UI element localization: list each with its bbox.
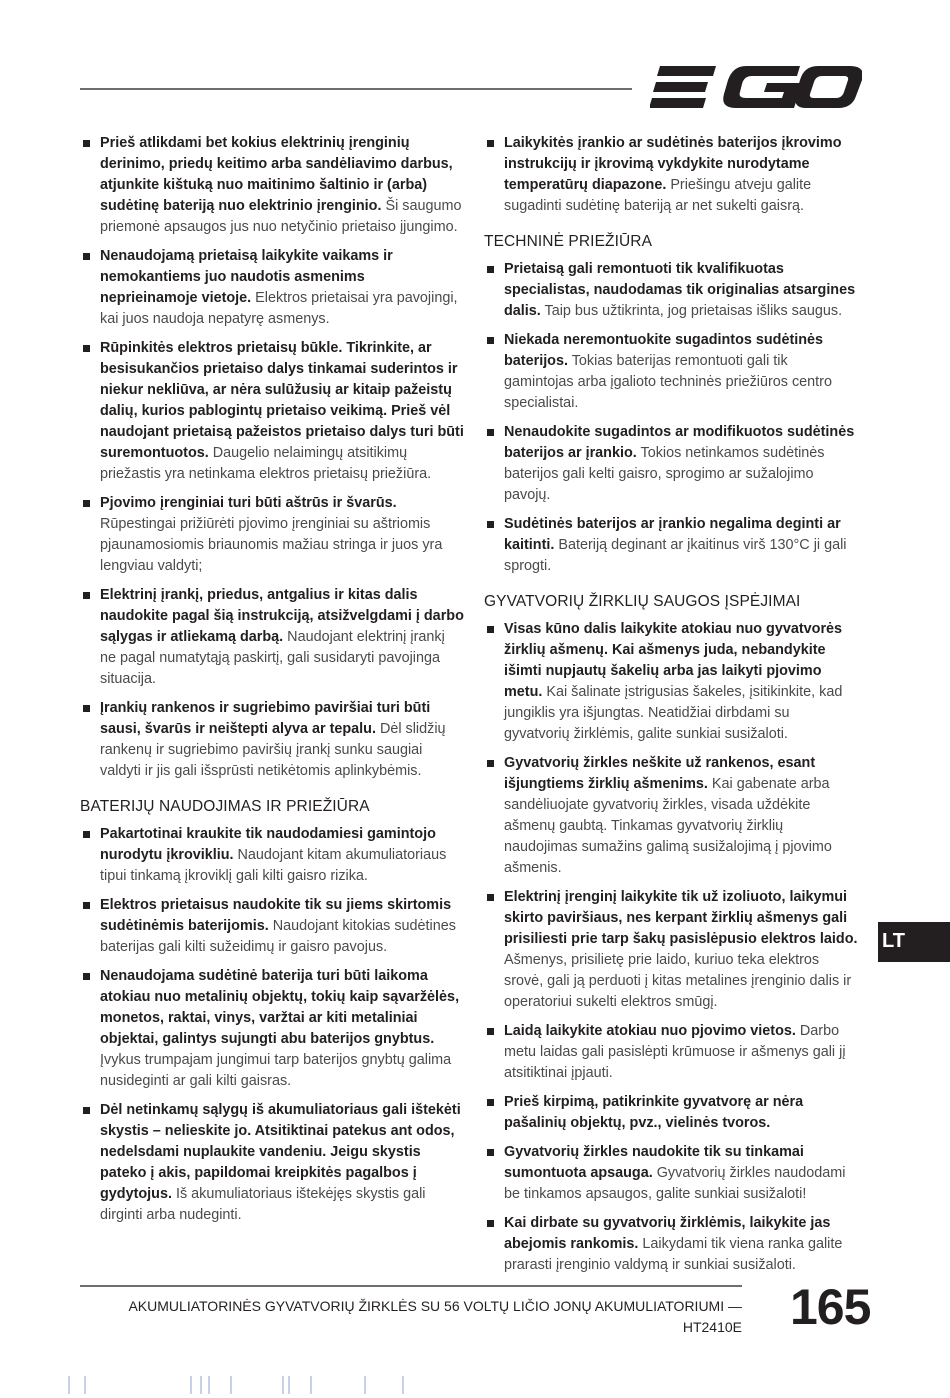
item-bold-text: Prietaisą gali remontuoti tik kvalifikuotas specialistas, naudodamas tik originalias atsargines dalis. (504, 261, 856, 319)
charging-list (484, 133, 858, 217)
square-bullet-icon (83, 705, 90, 712)
item-body-text: Darbo metu laidas gali pasislėpti krūmuose ir ašmenys gali jį atsitiktinai įpjauti. (504, 1023, 846, 1081)
item-bold-text: Elektrinį įrankį, priedus, antgalius ir kitas dalis naudokite pagal šią instrukciją, atsižvelgdami į darbo sąlygas ir atliekamą darbą. (100, 587, 464, 645)
square-bullet-icon (83, 253, 90, 260)
item-body-text: Kai šalinate įstrigusias šakeles, įsitikinkite, kad jungiklis yra išjungtas. Neatidžiai dirbdami su gyvatvorių žirklėmis, galite sunkiai susižaloti. (504, 684, 843, 742)
square-bullet-icon (83, 345, 90, 352)
item-body-text: Gyvatvorių žirkles naudodami be tinkamos apsaugos, galite sunkiai susižaloti! (504, 1165, 846, 1202)
list-item (80, 966, 464, 1092)
item-bold-text: Rūpinkitės elektros prietaisų būkle. Tikrinkite, ar besisukančios prietaiso dalys tinkamai suderintos ir niekur nekliūva, ar nėra sulūžusių ar kitaip pažeistų dalių, kurios pablogintų prietaiso veikimą. Prieš vėl naudojant prietaisą pažeistos prietaiso dalys turi būti suremontuotos. (100, 340, 464, 461)
square-bullet-icon (487, 140, 494, 147)
item-bold-text: Visas kūno dalis laikykite atokiau nuo gyvatvorės žirklių ašmenų. Kai ašmenys juda, nebandykite išimti nupjautų šakelių arba jas laikyti pjovimo metu. (504, 621, 843, 700)
list-item (80, 1100, 464, 1226)
safety-list (80, 133, 464, 782)
ego-logo (650, 62, 862, 114)
item-bold-text: Gyvatvorių žirkles naudokite tik su tinkamai sumontuota apsauga. (504, 1144, 804, 1181)
item-bold-text: Nenaudojama sudėtinė baterija turi būti laikoma atokiau nuo metalinių objektų, tokių kaip sąvaržėlės, monetos, raktai, vinys, varžtai ar kiti metaliniai objektai, galintys sujungti abu baterijos gnybtus. (100, 968, 460, 1047)
item-body-text: Kai gabenate arba sandėliuojate gyvatvorių žirkles, visada uždėkite ašmenų gaubtą. Tinkamas gyvatvorių žirklių naudojimas sumažins galimą susižalojimą į pjovimo ašmenis. (504, 776, 832, 876)
footer-title (110, 1296, 742, 1338)
item-bold-text: Pjovimo įrenginiai turi būti aštrūs ir švarūs. (100, 495, 397, 511)
square-bullet-icon (487, 894, 494, 901)
item-body-text: Bateriją deginant ar įkaitinus virš 130°C ji gali sprogti. (504, 537, 847, 574)
item-bold-text: Nenaudokite sugadintos ar modifikuotos sudėtinės baterijos ar įrankio. (504, 424, 855, 461)
item-body-text: Naudojant kitokias sudėtines baterijas gali kilti sužeidimų ir gaisro pavojus. (100, 918, 456, 955)
item-body-text: Elektros prietaisai yra pavojingi, kai juos naudoja nepatyrę asmenys. (100, 290, 458, 327)
item-bold-text: Pakartotinai kraukite tik naudodamiesi gamintojo nurodytu įkrovikliu. (100, 826, 436, 863)
page-number: 165 (790, 1279, 871, 1335)
square-bullet-icon (487, 266, 494, 273)
list-item (484, 259, 858, 322)
list-item (484, 619, 858, 745)
list-item (80, 824, 464, 887)
list-item (80, 698, 464, 782)
square-bullet-icon (83, 831, 90, 838)
item-bold-text: Niekada neremontuokite sugadintos sudėtinės baterijos. (504, 332, 824, 369)
item-bold-text: Įrankių rankenos ir sugriebimo paviršiai turi būti sausi, švarūs ir neištepti alyva ar tepalu. (100, 700, 431, 737)
item-bold-text: Prieš kirpimą, patikrinkite gyvatvorę ar nėra pašalinių objektų, pvz., vielinės tvoros. (504, 1094, 804, 1131)
list-item (484, 1021, 858, 1084)
battery-list (80, 824, 464, 1226)
list-item (80, 133, 464, 238)
left-column (80, 133, 464, 1234)
hedge-section-heading: GYVATVORIŲ ŽIRKLIŲ SAUGOS ĮSPĖJIMAI (484, 593, 801, 610)
square-bullet-icon (487, 337, 494, 344)
item-body-text: Įvykus trumpajam jungimui tarp baterijos gnybtų galima nusideginti ar gali kilti gaisras. (100, 1052, 452, 1089)
print-registration-marks (64, 1376, 464, 1396)
service-section-heading: TECHNINĖ PRIEŽIŪRA (484, 233, 653, 250)
language-tab (878, 922, 950, 962)
item-bold-text: Elektrinį įrenginį laikykite tik už izoliuoto, laikymui skirto paviršiaus, nes kerpant žirklių ašmenys gali prisiliesti prie tarp šakų pasislėpusio elektros laido. (504, 889, 858, 947)
item-bold-text: Laidą laikykite atokiau nuo pjovimo vietos. (504, 1023, 796, 1039)
item-bold-text: Dėl netinkamų sąlygų iš akumuliatoriaus gali ištekėti skystis – nelieskite jo. Atsitiktinai patekus ant odos, nedelsdami nuplaukite vandeniu. Jeigu skystis pateko į akis, papildomai kreipkitės pagalbos į gydytojus. (100, 1102, 461, 1202)
list-item (484, 422, 858, 506)
item-body-text: Naudojant kitam akumuliatoriaus tipui tinkamą įkroviklį gali kilti gaisro rizika. (100, 847, 447, 884)
list-item (484, 1092, 858, 1134)
list-item (484, 330, 858, 414)
square-bullet-icon (487, 521, 494, 528)
square-bullet-icon (83, 500, 90, 507)
square-bullet-icon (487, 1149, 494, 1156)
item-bold-text: Sudėtinės baterijos ar įrankio negalima deginti ar kaitinti. (504, 516, 841, 553)
square-bullet-icon (487, 626, 494, 633)
list-item (80, 246, 464, 330)
item-bold-text: Elektros prietaisus naudokite tik su jiems skirtomis sudėtinėmis baterijomis. (100, 897, 452, 934)
header-rule (80, 88, 632, 90)
language-tab-label: LT (882, 930, 905, 952)
list-item (484, 1142, 858, 1205)
item-body-text: Priešingu atveju galite sugadinti sudėtinę bateriją ar net sukelti gaisrą. (504, 177, 812, 214)
square-bullet-icon (487, 429, 494, 436)
item-body-text: Iš akumuliatoriaus ištekėjęs skystis gali dirginti arba nudeginti. (100, 1186, 426, 1223)
list-item (484, 514, 858, 577)
service-list (484, 259, 858, 577)
item-body-text: Naudojant elektrinį įrankį ne pagal numatytąją paskirtį, gali susidaryti pavojinga situacija. (100, 629, 445, 687)
list-item (80, 338, 464, 485)
item-body-text: Ši saugumo priemonė apsaugos jus nuo netyčinio prietaiso įjungimo. (100, 198, 462, 235)
list-item (484, 133, 858, 217)
item-bold-text: Nenaudojamą prietaisą laikykite vaikams ir nemokantiems juo naudotis asmenims neprieinamoje vietoje. (100, 248, 393, 306)
list-item (80, 585, 464, 690)
item-bold-text: Laikykitės įrankio ar sudėtinės baterijos įkrovimo instrukcijų ir įkrovimą vykdykite nurodytame temperatūrų diapazone. (504, 135, 842, 193)
item-body-text: Tokias baterijas remontuoti gali tik gamintojas arba įgalioto techninės priežiūros centro specialistai. (504, 353, 832, 411)
item-bold-text: Gyvatvorių žirkles neškite už rankenos, esant išjungtiems žirklių ašmenims. (504, 755, 816, 792)
square-bullet-icon (487, 1099, 494, 1106)
footer-title-line2: HT2410E (682, 1319, 742, 1335)
square-bullet-icon (83, 592, 90, 599)
item-body-text: Dėl slidžių rankenų ir sugriebimo paviršių įrankį sunku saugiai valdyti ir jis gali išsprūsti netikėtomis aplinkybėmis. (100, 721, 446, 779)
battery-section-heading: BATERIJŲ NAUDOJIMAS IR PRIEŽIŪRA (80, 798, 370, 815)
square-bullet-icon (487, 1220, 494, 1227)
square-bullet-icon (487, 760, 494, 767)
item-body-text: Taip bus užtikrinta, jog prietaisas išliks saugus. (540, 303, 843, 319)
item-body-text: Tokios netinkamos sudėtinės baterijos gali kelti gaisro, sprogimo ar sužalojimo pavojų. (504, 445, 825, 503)
square-bullet-icon (83, 973, 90, 980)
list-item (484, 887, 858, 1013)
list-item (484, 1213, 858, 1276)
item-body-text: Daugelio nelaimingų atsitikimų priežastis yra netinkama elektros prietaisų priežiūra. (100, 445, 432, 482)
item-body-text: Laikydami tik viena ranka galite prarasti įrenginio valdymą ir sunkiai susižaloti. (504, 1236, 843, 1273)
footer-rule (80, 1285, 742, 1287)
list-item (80, 493, 464, 577)
list-item (80, 895, 464, 958)
item-bold-text: Kai dirbate su gyvatvorių žirklėmis, laikykite jas abejomis rankomis. (504, 1215, 831, 1252)
square-bullet-icon (83, 1107, 90, 1114)
square-bullet-icon (83, 140, 90, 147)
footer-title-line1: AKUMULIATORINĖS GYVATVORIŲ ŽIRKLĖS SU 56 VOLTŲ LIČIO JONŲ AKUMULIATORIUMI — (128, 1298, 742, 1314)
square-bullet-icon (487, 1028, 494, 1035)
list-item (484, 753, 858, 879)
hedge-trimmer-list (484, 619, 858, 1276)
square-bullet-icon (83, 902, 90, 909)
right-column (484, 133, 858, 1284)
item-bold-text: Prieš atlikdami bet kokius elektrinių įrenginių derinimo, priedų keitimo arba sandėliavimo darbus, atjunkite kištuką nuo maitinimo šaltinio ir (arba) sudėtinę bateriją nuo elektrinio įrenginio. (100, 135, 453, 214)
item-body-text: Ašmenys, prisilietę prie laido, kuriuo teka elektros srovė, gali ją perduoti į kitas metalines įrenginio dalis ir operatoriui sukelti elektros smūgį. (504, 952, 852, 1010)
item-body-text: Rūpestingai prižiūrėti pjovimo įrenginiai su aštriomis pjaunamosiomis briaunomis mažiau stringa ir juos yra lengviau valdyti; (100, 516, 443, 574)
